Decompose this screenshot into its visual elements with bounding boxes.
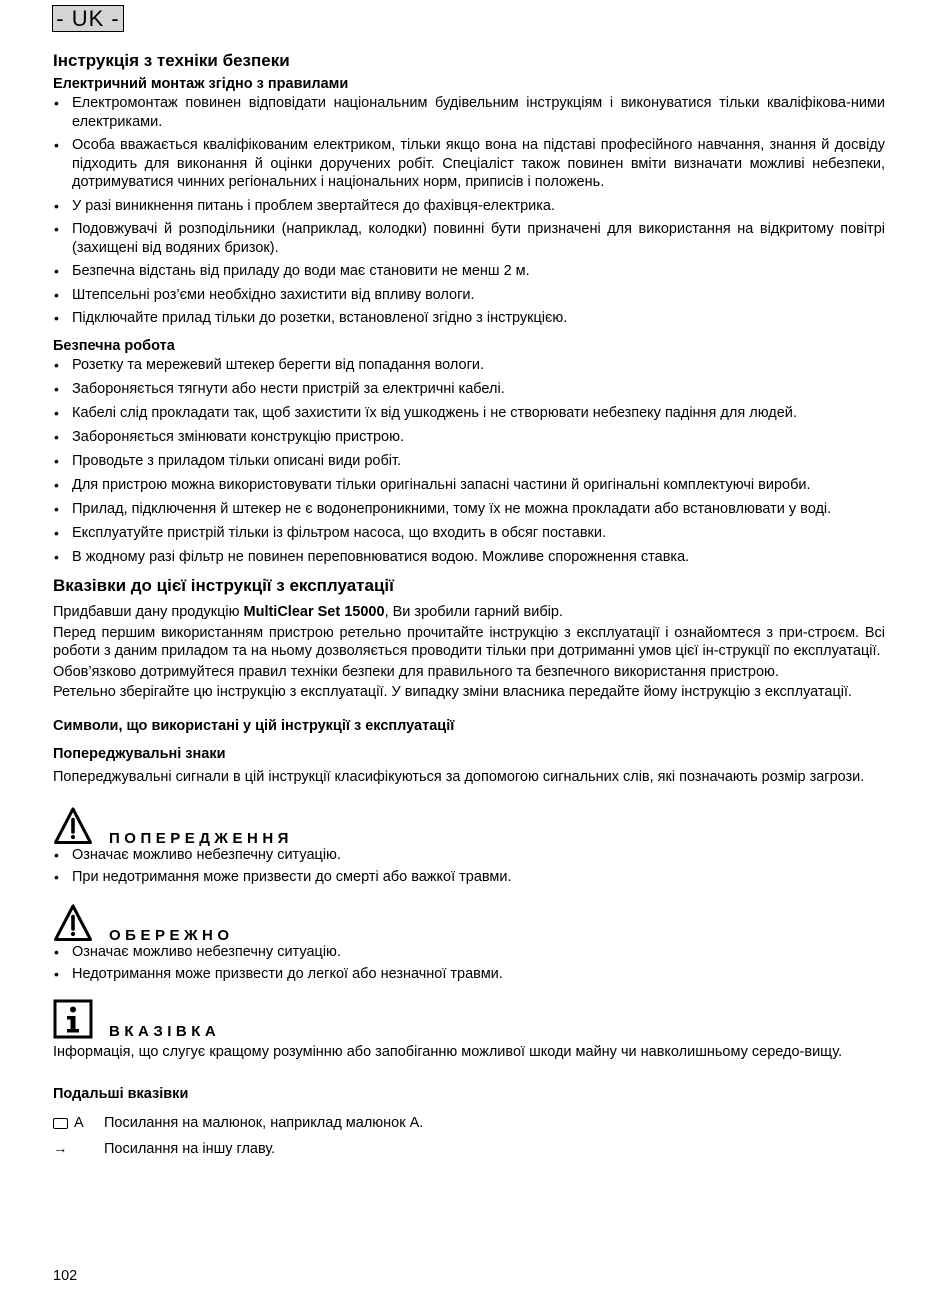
electrical-heading: Електричний монтаж згідно з правилами	[53, 76, 349, 92]
list-item: • Проводьте з приладом тільки описані види робіт.	[53, 452, 885, 471]
chapter-reference-text: Посилання на іншу главу.	[104, 1141, 276, 1158]
list-item: • У разі виникнення питань і проблем звертайтеся до фахівця-електрика.	[53, 197, 885, 216]
arrow-right-icon: →	[53, 1141, 68, 1158]
warning-signs-heading: Попереджувальні знаки	[53, 745, 226, 762]
figure-letter: A	[74, 1115, 84, 1132]
intro-text-after: , Ви зробили гарний вибір.	[384, 604, 563, 620]
list-item: • Подовжувачі й розподільники (наприклад, колодки) повинні бути призначені для використання на відкритому повітрі (захищені від водяних бризок).	[53, 220, 885, 257]
intro-paragraph	[53, 603, 885, 622]
caution-signal	[53, 903, 885, 943]
list-item: • Забороняється тягнути або нести пристрій за електричні кабелі.	[53, 380, 885, 399]
paragraph: Обов’язково дотримуйтеся правил техніки безпеки для правильного та безпечного використання пристрою.	[53, 663, 779, 680]
list-item: • Прилад, підключення й штекер не є водонепроникними, тому їх не можна прокладати або встановлювати у воді.	[53, 500, 885, 519]
further-heading: Подальші вказівки	[53, 1085, 189, 1102]
symbols-heading: Символи, що використані у цій інструкції з експлуатації	[53, 717, 455, 734]
operation-heading: Безпечна робота	[53, 337, 175, 354]
intro-text-before: Придбавши дану продукцію	[53, 604, 244, 620]
list-item: • Безпечна відстань від приладу до води має становити не менш 2 м.	[53, 262, 885, 281]
note-text: Інформація, що слугує кращому розумінню або запобіганню можливої шкоди майну чи навколишньому середо-вищу.	[53, 1044, 843, 1060]
warning-signs-text: Попереджувальні сигнали в цій інструкції класифікуються за допомогою сигнальних слів, які позначають розмір загрози.	[53, 768, 865, 785]
list-item: • Розетку та мережевий штекер берегти від попадання вологи.	[53, 356, 885, 375]
note-signal	[53, 999, 885, 1039]
safety-title: Інструкція з техніки безпеки	[53, 51, 290, 70]
electrical-list	[53, 94, 885, 328]
chapter-reference	[53, 1138, 885, 1162]
list-item: • Експлуатуйте пристрій тільки із фільтром насоса, що входить в обсяг поставки.	[53, 524, 885, 543]
list-item: • Для пристрою можна використовувати тільки оригінальні запасні частини й оригінальні комплектуючі вироби.	[53, 476, 885, 495]
list-item: • Штепсельні роз’єми необхідно захистити від впливу вологи.	[53, 286, 885, 305]
figure-box-icon	[53, 1118, 68, 1129]
warning-triangle-icon	[53, 903, 93, 943]
figure-reference-text: Посилання на малюнок, наприклад малюнок A.	[104, 1115, 424, 1132]
language-tag: - UK -	[52, 5, 124, 32]
paragraph: Ретельно зберігайте цю інструкцію з експлуатації. У випадку зміни власника передайте йому інструкцію з експлуатації.	[53, 684, 853, 700]
caution-list	[53, 943, 885, 984]
operation-list	[53, 356, 885, 567]
caution-label: ОБЕРЕЖНО	[109, 926, 234, 944]
figure-reference	[53, 1112, 885, 1136]
manual-notes-title: Вказівки до цієї інструкції з експлуатації	[53, 576, 394, 595]
list-item: • Означає можливо небезпечну ситуацію.	[53, 943, 885, 962]
info-box-icon	[53, 999, 93, 1039]
list-item: • Особа вважається кваліфікованим електриком, тільки якщо вона на підставі професійного навчання, знання й досвіду підходить для виконання й оцінки доручених робіт. Спеціаліст також повинен вміти визначати можливі небезпеки, дотримуватися чинних регіональних і національних норм, приписів і положень.	[53, 136, 885, 192]
page-number: 102	[53, 1268, 78, 1284]
paragraph: Перед першим використанням пристрою ретельно прочитайте інструкцію з експлуатації і ознайомтеся з при-строєм. Всі роботи з даним приладом та на ньому дозволяється проводити тільки при дотриманні умов цієї ін-струкції по експлуатації.	[53, 624, 885, 659]
warning-list	[53, 846, 885, 887]
page-content	[53, 50, 885, 1162]
list-item: • Електромонтаж повинен відповідати національним будівельним інструкціям і виконуватися тільки кваліфікова-ними електриками.	[53, 94, 885, 131]
list-item: • Кабелі слід прокладати так, щоб захистити їх від ушкоджень і не створювати небезпеку падіння для людей.	[53, 404, 885, 423]
figure-symbol	[53, 1114, 104, 1133]
product-name: MultiClear Set 15000	[243, 604, 385, 620]
warning-triangle-icon	[53, 806, 93, 846]
list-item: • В жодному разі фільтр не повинен переповнюватися водою. Можливе спорожнення ставка.	[53, 548, 885, 567]
list-item: • Забороняється змінювати конструкцію пристрою.	[53, 428, 885, 447]
list-item: • Недотримання може призвести до легкої або незначної травми.	[53, 965, 885, 984]
note-label: ВКАЗІВКА	[109, 1023, 221, 1040]
warning-label: ПОПЕРЕДЖЕННЯ	[109, 830, 293, 847]
list-item: • Означає можливо небезпечну ситуацію.	[53, 846, 885, 865]
list-item: • Підключайте прилад тільки до розетки, встановленої згідно з інструкцією.	[53, 309, 885, 328]
list-item: • При недотримання може призвести до смерті або важкої травми.	[53, 868, 885, 887]
warning-signal	[53, 806, 885, 846]
